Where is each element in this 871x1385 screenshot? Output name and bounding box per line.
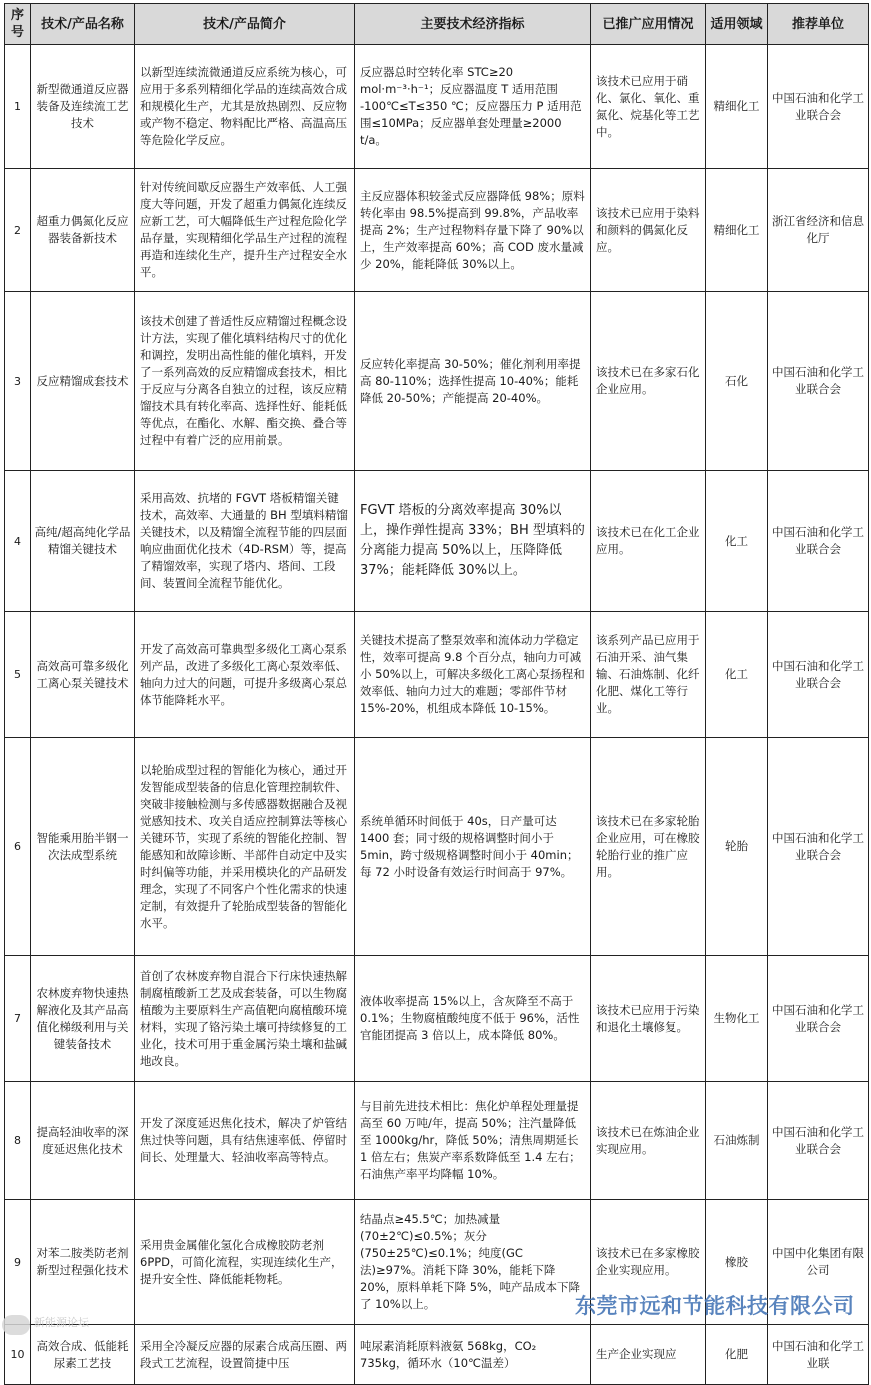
row-no: 3	[5, 292, 31, 471]
row-recommender: 中国石油和化学工业联	[768, 1325, 869, 1385]
row-indicators: 与目前先进技术相比：焦化炉单程处理量提高至 60 万吨/年，提高 50%；注汽量降低至 1000kg/hr，降低 50%；清焦周期延长 1 倍左右；焦炭产率系数降低至 1.4 左右；石油焦产率平均降幅 10%。	[355, 1082, 591, 1200]
row-field: 石油炼制	[706, 1082, 768, 1200]
row-no: 6	[5, 738, 31, 956]
row-recommender: 浙江省经济和信息化厅	[768, 169, 869, 292]
row-field: 轮胎	[706, 738, 768, 956]
header-no: 序号	[5, 4, 31, 45]
row-indicators: 系统单循环时间低于 40s，日产量可达 1400 套；同寸级的规格调整时间小于 5min，跨寸级规格调整时间小于 40min；每 72 小时设备有效运行时间高于 97%。	[355, 738, 591, 956]
row-recommender: 中国石油和化学工业联合会	[768, 612, 869, 738]
row-application: 该技术已在炼油企业实现应用。	[591, 1082, 706, 1200]
row-intro: 首创了农林废弃物自混合下行床快速热解制腐植酸新工艺及成套装备，可以生物腐植酸为主要原料生产高值靶向腐植酸环境材料，实现了铬污染土壤可持续修复的工业化，技术可用于重金属污染土壤和盐碱地改良。	[135, 956, 355, 1082]
row-application: 生产企业实现应	[591, 1325, 706, 1385]
company-watermark: 东莞市远和节能科技有限公司	[575, 1294, 855, 1318]
row-application: 该技术已在化工企业应用。	[591, 471, 706, 612]
row-intro: 开发了高效高可靠典型多级化工离心泵系列产品，改进了多级化工离心泵效率低、轴向力过大的问题，可提升多级离心泵总体节能降耗水平。	[135, 612, 355, 738]
row-field: 精细化工	[706, 169, 768, 292]
row-name: 反应精馏成套技术	[31, 292, 135, 471]
row-recommender: 中国中化集团有限公司	[768, 1200, 869, 1325]
row-recommender: 中国石油和化学工业联合会	[768, 1082, 869, 1200]
row-application: 该技术已应用于硝化、氯化、氧化、重氮化、烷基化等工艺中。	[591, 45, 706, 169]
row-no: 5	[5, 612, 31, 738]
row-indicators: FGVT 塔板的分离效率提高 30%以上，操作弹性提高 33%；BH 型填料的分离能力提高 50%以上，压降降低 37%；能耗降低 30%以上。	[355, 471, 591, 612]
row-indicators: 反应转化率提高 30-50%；催化剂利用率提高 80-110%；选择性提高 10-40%；能耗降低 20-50%；产能提高 20-40%。	[355, 292, 591, 471]
header-indicators: 主要技术经济指标	[355, 4, 591, 45]
row-indicators: 关键技术提高了整泵效率和流体动力学稳定性，效率可提高 9.8 个百分点，轴向力可减小 50%以上，可解决多级化工离心泵扬程和效率低、轴向力过大的难题；零部件节材 15%-20%，机组成本降低 10-15%。	[355, 612, 591, 738]
header-recommender: 推荐单位	[768, 4, 869, 45]
row-intro: 开发了深度延迟焦化技术，解决了炉管结焦过快等问题，具有结焦速率低、停留时间长、处理量大、轻油收率高等特点。	[135, 1082, 355, 1200]
row-intro: 采用贵金属催化氢化合成橡胶防老剂 6PPD，可简化流程，实现连续化生产，提升安全性、降低能耗物耗。	[135, 1200, 355, 1325]
header-field: 适用领域	[706, 4, 768, 45]
document-sheet	[4, 3, 868, 1385]
row-intro: 该技术创建了普适性反应精馏过程概念设计方法，实现了催化填料结构尺寸的优化和调控，发明出高性能的催化填料，开发了一系列高效的反应精馏成套技术，相比于反应与分离各自独立的过程，该反应精馏技术具有转化率高、选择性好、能耗低等优点，在酯化、水解、酯交换、叠合等过程中有着广泛的应用前景。	[135, 292, 355, 471]
table-row	[5, 738, 869, 956]
row-field: 化工	[706, 612, 768, 738]
row-recommender: 中国石油和化学工业联合会	[768, 956, 869, 1082]
table-row	[5, 956, 869, 1082]
row-intro: 针对传统间歇反应器生产效率低、人工强度大等问题，开发了超重力偶氮化连续反应新工艺，可大幅降低生产过程危险化学品存量，实现精细化学品生产过程的流程再造和连续化生产，提升生产过程安全水平。	[135, 169, 355, 292]
row-no: 7	[5, 956, 31, 1082]
row-intro: 以新型连续流微通道反应系统为核心，可应用于多系列精细化学品的连续高效合成和规模化生产，尤其是放热剧烈、反应物或产物不稳定、物料配比严格、高温高压等危险化学反应。	[135, 45, 355, 169]
row-field: 石化	[706, 292, 768, 471]
row-no: 8	[5, 1082, 31, 1200]
badge-label: 新能源论坛	[34, 1316, 89, 1329]
row-no: 2	[5, 169, 31, 292]
table-row	[5, 169, 869, 292]
header-application: 已推广应用情况	[591, 4, 706, 45]
technology-table	[4, 3, 869, 1385]
row-name: 农林废弃物快速热解液化及其产品高值化梯级利用与关键装备技术	[31, 956, 135, 1082]
row-application: 该技术已在多家轮胎企业应用，可在橡胶轮胎行业的推广应用。	[591, 738, 706, 956]
row-application: 该技术已在多家橡胶企业实现应用。	[591, 1200, 706, 1325]
row-field: 生物化工	[706, 956, 768, 1082]
table-row	[5, 45, 869, 169]
table-row	[5, 1082, 869, 1200]
row-application: 该技术已在多家石化企业应用。	[591, 292, 706, 471]
row-recommender: 中国石油和化学工业联合会	[768, 471, 869, 612]
row-indicators: 反应器总时空转化率 STC≥20 mol·m⁻³·h⁻¹；反应器温度 T 适用范围 -100℃≤T≤350 ℃；反应器压力 P 适用范围≤10MPa；反应器单套处理量≥2000 t/a。	[355, 45, 591, 169]
row-application: 该技术已应用于污染和退化土壤修复。	[591, 956, 706, 1082]
row-recommender: 中国石油和化学工业联合会	[768, 292, 869, 471]
table-header-row	[5, 4, 869, 45]
row-field: 化工	[706, 471, 768, 612]
row-intro: 采用高效、抗堵的 FGVT 塔板精馏关键技术，高效率、大通量的 BH 型填料精馏关键技术，以及精馏全流程节能的四层面响应曲面优化技术（4D-RSM）等，提高了精馏效率，实现了塔内、塔间、工段间、装置间全流程节能优化。	[135, 471, 355, 612]
row-no: 1	[5, 45, 31, 169]
header-name: 技术/产品名称	[31, 4, 135, 45]
row-indicators: 吨尿素消耗原料液氨 568kg，CO₂ 735kg，循环水（10℃温差）	[355, 1325, 591, 1385]
row-application: 该技术已应用于染料和颜料的偶氮化反应。	[591, 169, 706, 292]
row-indicators: 液体收率提高 15%以上，含灰降至不高于 0.1%；生物腐植酸纯度不低于 96%，活性官能团提高 3 倍以上，成本降低 80%。	[355, 956, 591, 1082]
row-intro: 以轮胎成型过程的智能化为核心，通过开发智能成型装备的信息化管理控制软件、突破非接触检测与多传感器数据融合及视觉感知技术、攻关自适应控制算法等核心关键环节，实现了系统的智能化控制、智能感知和故障诊断、半部件自动定中及实时纠偏等功能，并采用模块化的产品研发理念，实现了不同客户个性化需求的快速定制，有效提升了轮胎成型装备的智能化水平。	[135, 738, 355, 956]
row-no: 4	[5, 471, 31, 612]
row-recommender: 中国石油和化学工业联合会	[768, 45, 869, 169]
row-no: 9	[5, 1200, 31, 1325]
row-name: 智能乘用胎半钢一次法成型系统	[31, 738, 135, 956]
row-indicators: 结晶点≥45.5℃；加热减量(70±2℃)≤0.5%；灰分(750±25℃)≤0.1%；纯度(GC 法)≥97%。消耗下降 30%，能耗下降 20%，原料单耗下降 5%，吨产品成本下降了 10%以上。	[355, 1200, 591, 1325]
row-name: 对苯二胺类防老剂新型过程强化技术	[31, 1200, 135, 1325]
row-name: 高纯/超高纯化学品精馏关键技术	[31, 471, 135, 612]
row-name: 高效高可靠多级化工离心泵关键技术	[31, 612, 135, 738]
row-indicators: 主反应器体积较釜式反应器降低 98%；原料转化率由 98.5%提高到 99.8%，产品收率提高 2%；生产过程物料存量下降了 90%以上，生产效率提高 60%；高 COD 废水量减少 20%，能耗降低 30%以上。	[355, 169, 591, 292]
row-name: 新型微通道反应器装备及连续流工艺技术	[31, 45, 135, 169]
table-row	[5, 471, 869, 612]
row-no: 10	[5, 1325, 31, 1385]
row-field: 橡胶	[706, 1200, 768, 1325]
row-name: 高效合成、低能耗尿素工艺技	[31, 1325, 135, 1385]
row-name: 提高轻油收率的深度延迟焦化技术	[31, 1082, 135, 1200]
row-field: 化肥	[706, 1325, 768, 1385]
row-recommender: 中国石油和化学工业联合会	[768, 738, 869, 956]
table-row	[5, 1325, 869, 1385]
wechat-badge-icon	[2, 1315, 30, 1335]
header-intro: 技术/产品简介	[135, 4, 355, 45]
table-row	[5, 612, 869, 738]
row-application: 该系列产品已应用于石油开采、油气集输、石油炼制、化纤化肥、煤化工等行业。	[591, 612, 706, 738]
row-intro: 采用全冷凝反应器的尿素合成高压圈、两段式工艺流程，设置简捷中压	[135, 1325, 355, 1385]
row-field: 精细化工	[706, 45, 768, 169]
table-row	[5, 292, 869, 471]
row-name: 超重力偶氮化反应器装备新技术	[31, 169, 135, 292]
